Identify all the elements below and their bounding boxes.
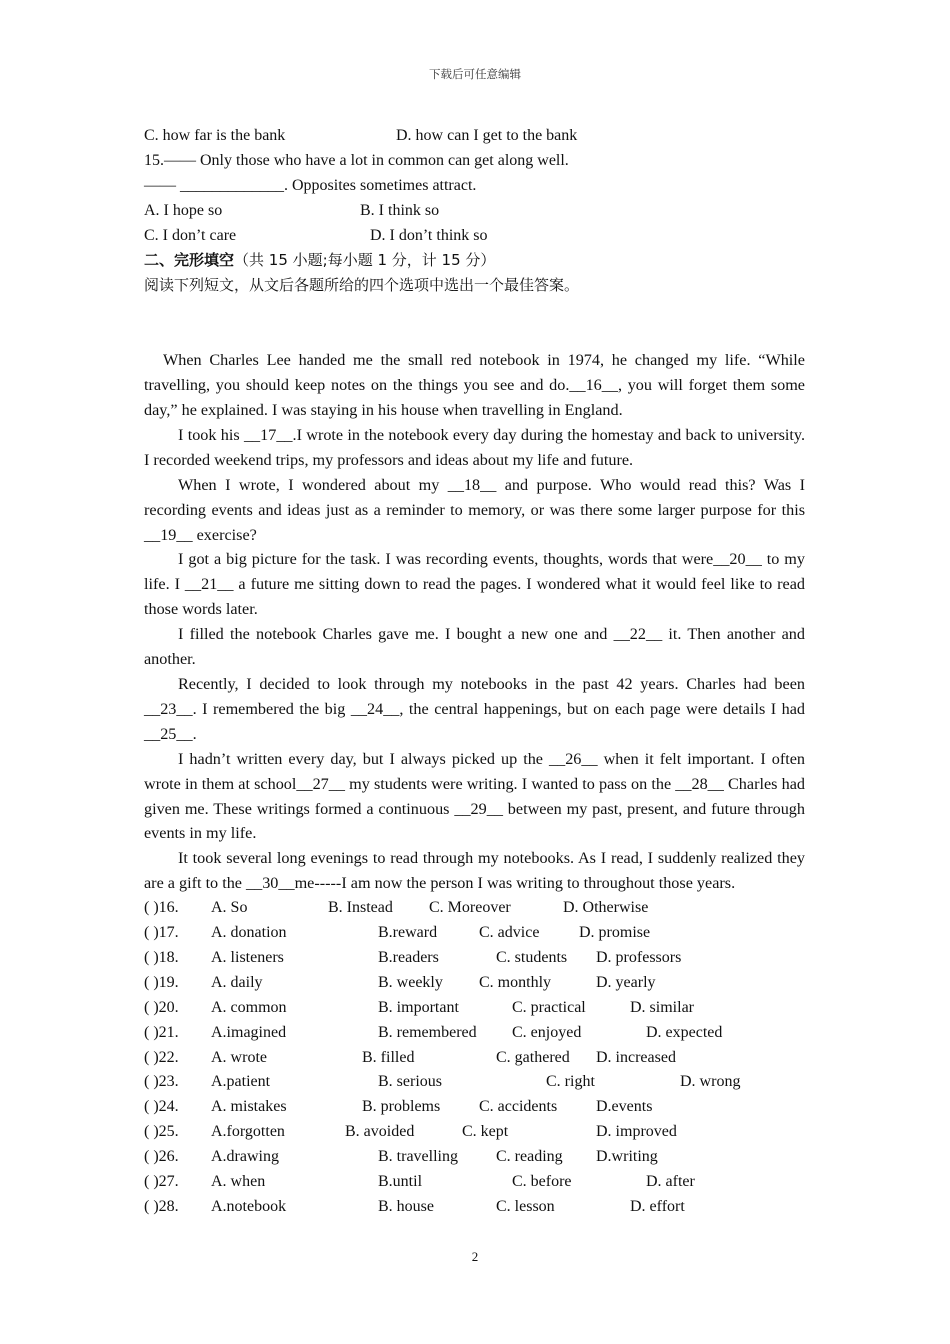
- option-d: D. yearly: [596, 973, 656, 991]
- option-b: B.reward: [378, 924, 438, 942]
- option-d: D. after: [646, 1172, 695, 1190]
- option-b: B. weekly: [378, 973, 443, 991]
- option-d: D. expected: [646, 1023, 723, 1041]
- question-number: ( )22.: [144, 1048, 179, 1066]
- question-number: ( )21.: [144, 1023, 179, 1041]
- cloze-passage: [144, 348, 805, 896]
- question-row-20: [144, 996, 805, 1021]
- option-b: B. house: [378, 1197, 434, 1215]
- option-d: D. improved: [596, 1123, 677, 1141]
- passage-paragraph: I got a big picture for the task. I was recording events, thoughts, words that were__20__ to my life. I __21__ a future me sitting down to read the pages. I wondered what it would feel like to read those words later.: [144, 550, 805, 619]
- option-a: A. mistakes: [211, 1098, 287, 1116]
- option-b: B. avoided: [345, 1123, 415, 1141]
- question-list: [144, 896, 805, 1220]
- passage-paragraph: When Charles Lee handed me the small red notebook in 1974, he changed my life. “While travelling, you should keep notes on the things you see and do.__16__, you will forget them some day,” he explained. I was staying in his house when travelling in England.: [144, 351, 805, 420]
- option-a: A.notebook: [211, 1197, 287, 1215]
- question-number: ( )27.: [144, 1172, 179, 1190]
- option-c: C. Moreover: [429, 899, 511, 917]
- question-number: ( )28.: [144, 1197, 179, 1215]
- question-number: ( )26.: [144, 1148, 179, 1166]
- option-a: A.patient: [211, 1073, 271, 1091]
- option-b: B. problems: [362, 1098, 441, 1116]
- prev-question-options: [144, 124, 805, 149]
- option-b: B. filled: [362, 1048, 415, 1066]
- question-row-26: [144, 1145, 805, 1170]
- question-number: ( )19.: [144, 973, 179, 991]
- document-body: [144, 124, 805, 1220]
- option-a: A.imagined: [211, 1023, 287, 1041]
- section-heading-title: 二、完形填空: [144, 251, 235, 270]
- question-number: ( )25.: [144, 1123, 179, 1141]
- question-number: ( )20.: [144, 998, 179, 1016]
- option-a: A. donation: [211, 924, 287, 942]
- option-a: A. daily: [211, 973, 263, 991]
- option-c: C. accidents: [479, 1098, 558, 1116]
- question-row-25: [144, 1120, 805, 1145]
- question-row-27: [144, 1170, 805, 1195]
- passage-paragraph: It took several long evenings to read through my notebooks. As I read, I suddenly realized they are a gift to the __30__me-----I am now the person I was writing to throughout those years.: [144, 849, 805, 893]
- option-c: C. enjoyed: [512, 1023, 582, 1041]
- question-row-23: [144, 1070, 805, 1095]
- question-row-28: [144, 1195, 805, 1220]
- section-instruction: 阅读下列短文，从文后各题所给的四个选项中选出一个最佳答案。: [144, 276, 580, 295]
- option-c: C. before: [512, 1172, 572, 1190]
- option-a: A.drawing: [211, 1148, 279, 1166]
- option-b: B. serious: [378, 1073, 442, 1091]
- option-c: C. kept: [462, 1123, 509, 1141]
- q15-prompt: 15.—— Only those who have a lot in common can get along well.: [144, 151, 569, 169]
- option-c: C. lesson: [496, 1197, 555, 1215]
- option-d: D. Otherwise: [563, 899, 649, 917]
- option-d: D. professors: [596, 948, 682, 966]
- option-d: D.writing: [596, 1148, 658, 1166]
- option-a: A. So: [211, 899, 248, 917]
- option-c: C. reading: [496, 1148, 563, 1166]
- option-c: C. students: [496, 948, 568, 966]
- question-row-16: [144, 896, 805, 921]
- option-d: D.events: [596, 1098, 653, 1116]
- option-c: C. gathered: [496, 1048, 570, 1066]
- option-d: D. wrong: [680, 1073, 741, 1091]
- question-number: ( )17.: [144, 924, 179, 942]
- option-c: C. advice: [479, 924, 540, 942]
- option-b: B.until: [378, 1172, 423, 1190]
- option-c: C. how far is the bank: [144, 127, 286, 144]
- question-number: ( )18.: [144, 948, 179, 966]
- q15-option-b: B. I think so: [360, 201, 440, 219]
- option-a: A. listeners: [211, 948, 284, 966]
- option-d: D. how can I get to the bank: [396, 127, 578, 144]
- passage-paragraph: I filled the notebook Charles gave me. I bought a new one and __22__ it. Then another and another.: [144, 625, 805, 669]
- option-d: D. similar: [630, 998, 694, 1016]
- option-d: D. effort: [630, 1197, 685, 1215]
- passage-paragraph: When I wrote, I wondered about my __18__ and purpose. Who would read this? Was I recording events and ideas just as a reminder to memory, or was there some larger purpose for this __19__ exercise?: [144, 475, 805, 544]
- option-d: D. increased: [596, 1048, 676, 1066]
- passage-paragraph: Recently, I decided to look through my notebooks in the past 42 years. Charles had been __23__. I remembered the big __24__, the central happenings, but on each page were details I had __25__.: [144, 675, 805, 743]
- q15-option-d: D. I don’t think so: [370, 226, 488, 244]
- option-d: D. promise: [579, 924, 651, 942]
- question-number: ( )24.: [144, 1098, 179, 1116]
- passage-paragraph: I took his __17__.I wrote in the notebook every day during the homestay and back to university. I recorded weekend trips, my professors and ideas about my life and future.: [144, 425, 805, 469]
- option-a: A. wrote: [211, 1048, 267, 1066]
- option-b: B. travelling: [378, 1148, 458, 1166]
- option-c: C. right: [546, 1073, 595, 1091]
- option-b: B. remembered: [378, 1023, 477, 1041]
- q15-options-row-2: [144, 224, 805, 249]
- q15-options-row-1: [144, 199, 805, 224]
- question-number: ( )16.: [144, 899, 179, 917]
- question-row-18: [144, 946, 805, 971]
- spacer: [144, 298, 805, 348]
- question-row-22: [144, 1046, 805, 1071]
- option-b: B. Instead: [328, 899, 393, 917]
- option-a: A. when: [211, 1172, 266, 1190]
- question-row-21: [144, 1021, 805, 1046]
- section-heading-scoring: （共 15 小题;每小题 1 分，计 15 分）: [234, 251, 496, 270]
- page-number: 2: [471, 1249, 479, 1264]
- section-heading: [144, 248, 805, 273]
- q15-option-c: C. I don’t care: [144, 226, 237, 244]
- question-row-17: [144, 921, 805, 946]
- page-header-note: 下载后可任意编辑: [429, 67, 521, 81]
- option-b: B. important: [378, 998, 459, 1016]
- option-c: C. practical: [512, 998, 586, 1016]
- q15-response: —— _____________. Opposites sometimes attract.: [144, 176, 477, 194]
- question-row-19: [144, 971, 805, 996]
- q15-option-a: A. I hope so: [144, 201, 223, 219]
- passage-paragraph: I hadn’t written every day, but I always picked up the __26__ when it felt important. I often wrote in them at school__27__ my students were writing. I wanted to pass on the __28__ Charles had given me. These writings formed a continuous __29__ between my past, present, and future through events in my life.: [144, 749, 805, 843]
- option-b: B.readers: [378, 948, 439, 966]
- option-c: C. monthly: [479, 973, 552, 991]
- question-number: ( )23.: [144, 1073, 179, 1091]
- question-row-24: [144, 1095, 805, 1120]
- option-a: A. common: [211, 998, 287, 1016]
- option-a: A.forgotten: [211, 1123, 285, 1141]
